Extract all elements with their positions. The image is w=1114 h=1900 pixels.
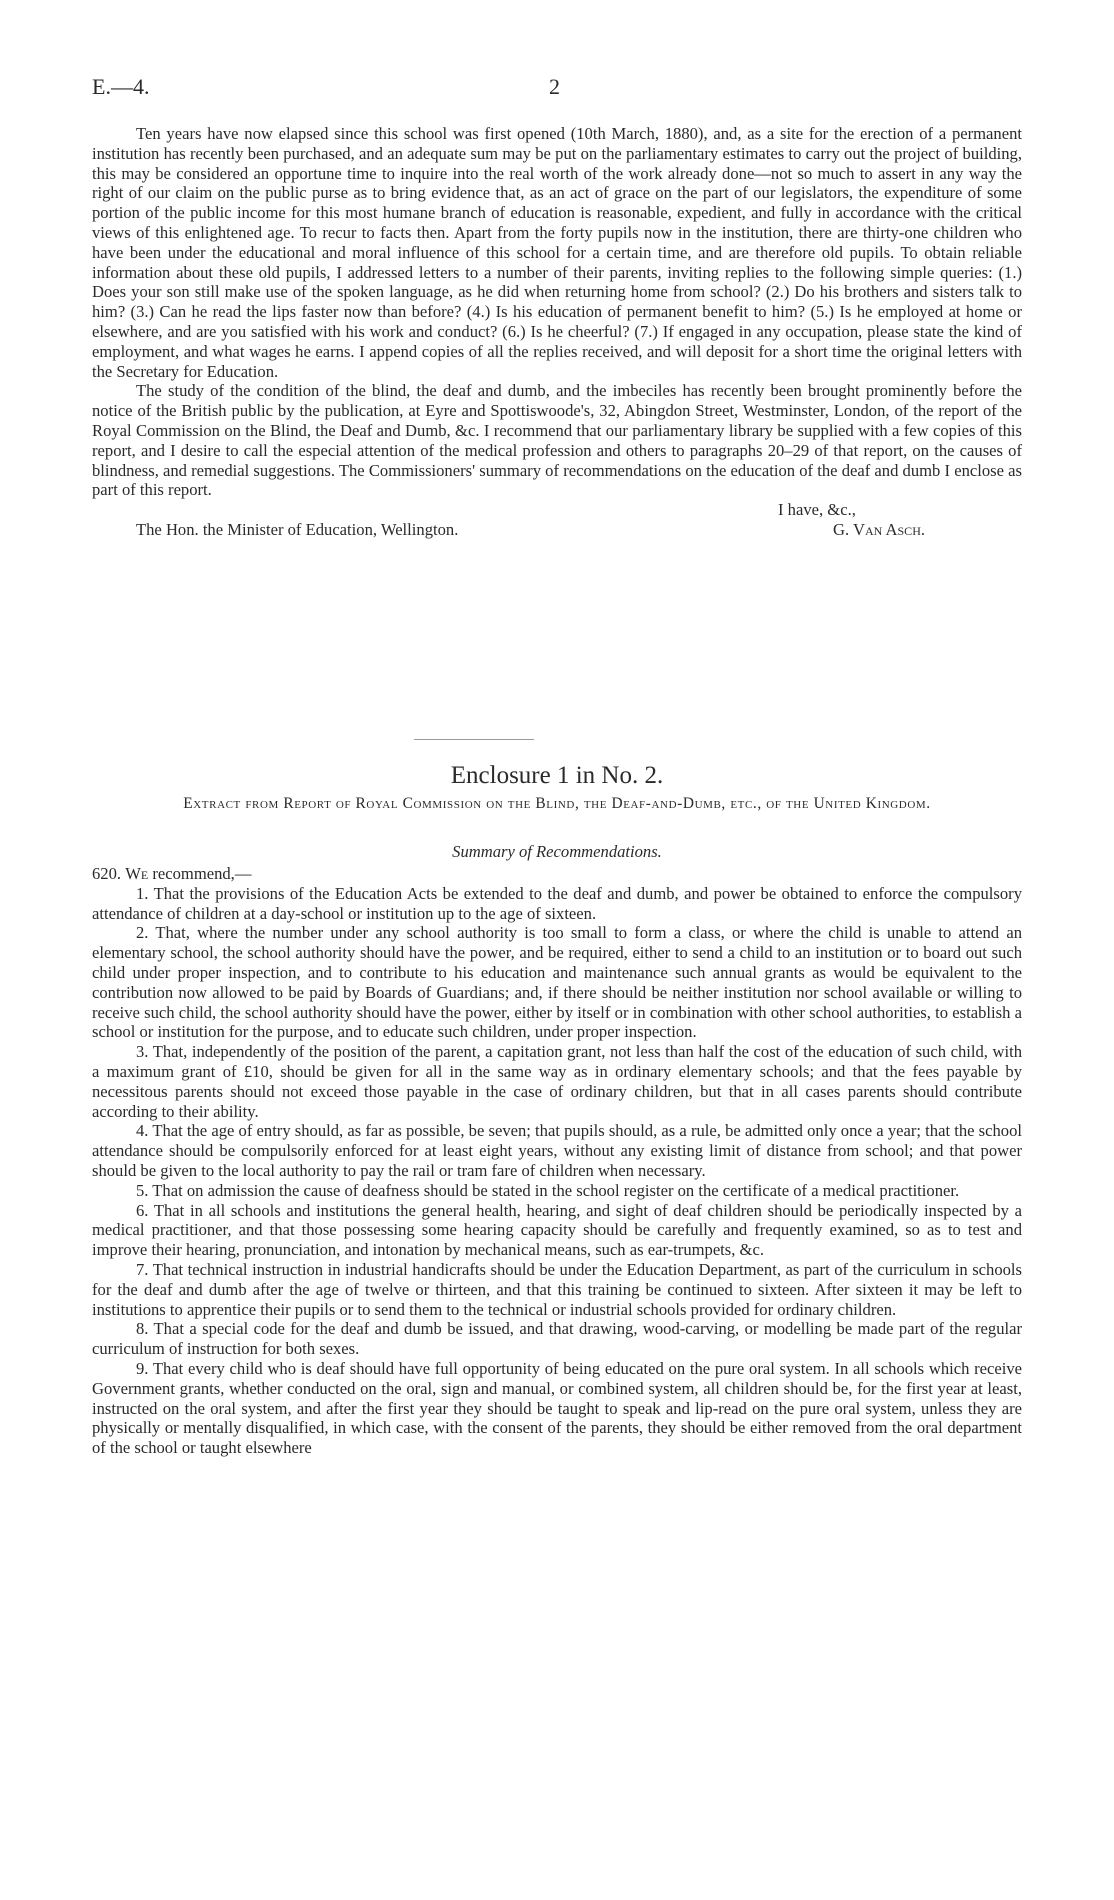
paragraph-number: 620. <box>92 864 122 883</box>
enclosure-title: Enclosure 1 in No. 2. <box>450 762 664 789</box>
letter-body <box>92 124 1022 540</box>
closing-salutation: I have, &c., <box>778 500 856 520</box>
document-reference: E.—4. <box>92 74 150 99</box>
summary-heading: Summary of Recommendations. <box>452 842 662 861</box>
recommendation-item: 2. That, where the number under any school authority is too small to form a class, or where the child is unable to attend an elementary school, the school authority should have the power, and be required, either to send a child to an institution or to board out such child under proper inspection, and to contribute to his education and maintenance such annual grants as would be equivalent to the contribution now allowed to be paid by Boards of Guardians; and, if there should be neither institution nor school available or willing to receive such child, the school authority should have the power, either by itself or in combination with other school authorities, to establish a school or institution for the purpose, and to educate such children, under proper inspection. <box>92 923 1022 1042</box>
recommendation-item: 7. That technical instruction in industrial handicrafts should be under the Education Department, as part of the curriculum in schools for the deaf and dumb after the age of twelve or thirteen, and that this training be continued to sixteen. After sixteen it may be left to institutions to apprentice their pupils or to send them to the technical or industrial schools provided for ordinary children. <box>92 1259 1022 1319</box>
recommendations-intro <box>92 864 1022 884</box>
recommendations <box>92 864 1022 1458</box>
page-number: 2 <box>549 74 560 99</box>
recommendation-item: 3. That, independently of the position of the parent, a capitation grant, not less than half the cost of the education of such child, with a maximum grant of £10, should be given for all in the same way as in ordinary elementary schools; and that the fees payable by necessitous parents should not exceed those payable in the case of ordinary children, but that in all cases parents should contribute according to their ability. <box>92 1042 1022 1121</box>
closing-row <box>92 500 1022 520</box>
letter-paragraph: Ten years have now elapsed since this school was first opened (10th March, 1880), and, as a site for the erection of a permanent institution has recently been purchased, and an adequate sum may be put on the parliamentary estimates to carry out the project of building, this may be considered an opportune time to inquire into the real worth of the work already done—not so much to assert in any way the right of our claim on the public purse as to bring evidence that, as an act of grace on the part of our legislators, the expenditure of some portion of the public income for this most humane branch of education is reasonable, expedient, and fully in accordance with the critical views of this enlightened age. To recur to facts then. Apart from the forty pupils now in the institution, there are thirty-one children who have been under the educational and moral influence of this school for a certain time, and are therefore old pupils. To obtain reliable information about these old pupils, I addressed letters to a number of their parents, inviting replies to the following simple queries: (1.) Does your son still make use of the spoken language, as he did when returning home from school? (2.) Do his brothers and sisters talk to him? (3.) Can he read the lips faster now than before? (4.) Is his education of permanent benefit to him? (5.) Is he employed at home or elsewhere, and are you satisfied with his work and conduct? (6.) Is he cheerful? (7.) If engaged in any occupation, please state the kind of employment, and what wages he earns. I append copies of all the replies received, and will deposit for a short time the original letters with the Secretary for Education. <box>92 124 1022 381</box>
recommendation-item: 5. That on admission the cause of deafness should be stated in the school register on the certificate of a medical practitioner. <box>136 1180 960 1200</box>
section-divider <box>414 739 534 740</box>
page-header <box>92 74 1022 102</box>
signature: G. Van Asch. <box>833 520 926 540</box>
extract-heading: Extract from Report of Royal Commission on the Blind, the Deaf-and-Dumb, etc., of the United Kingdom. <box>183 795 931 812</box>
recommendation-item: 4. That the age of entry should, as far as possible, be seven; that pupils should, as a rule, be admitted only once a year; that the school attendance should be compulsorily enforced for at least eight years, without any existing limit of distance from school; and that power should be given to the local authority to pay the rail or tram fare of children when necessary. <box>92 1121 1022 1180</box>
intro-word: We <box>125 864 149 883</box>
intro-text: recommend,— <box>152 864 252 883</box>
recommendation-item: 1. That the provisions of the Education Acts be extended to the deaf and dumb, and power be obtained to enforce the compulsory attendance of children at a day-school or institution up to the age of sixteen. <box>92 883 1022 923</box>
recommendation-item: 9. That every child who is deaf should have full opportunity of being educated on the pure oral system. In all schools which receive Government grants, whether conducted on the oral, sign and manual, or combined system, all children should be, for the first year at least, instructed on the oral system, and after the first year they should be taught to speak and lip-read on the pure oral system, unless they are physically or mentally disqualified, in which case, with the consent of the parents, they should be either removed from the oral department of the school or taught elsewhere <box>92 1358 1022 1458</box>
letter-paragraph: The study of the condition of the blind, the deaf and dumb, and the imbeciles has recently been brought prominently before the notice of the British public by the publication, at Eyre and Spottiswoode's, 32, Abingdon Street, Westminster, London, of the report of the Royal Commission on the Blind, the Deaf and Dumb, &c. I recommend that our parliamentary library be supplied with a few copies of this report, and I desire to call the especial attention of the medical profession and others to paragraphs 20–29 of that report, on the causes of blindness, and remedial suggestions. The Commissioners' summary of recommendations on the education of the deaf and dumb I enclose as part of this report. <box>92 381 1022 500</box>
recommendation-item: 6. That in all schools and institutions the general health, hearing, and sight of deaf children should be periodically inspected by a medical practitioner, and that those possessing some hearing capacity should be carefully and frequently examined, so as to test and improve their hearing, pronunciation, and intonation by mechanical means, such as ear-trumpets, &c. <box>92 1200 1022 1260</box>
addressee-row <box>92 520 1022 540</box>
addressee: The Hon. the Minister of Education, Wellington. <box>136 520 459 540</box>
recommendation-item: 8. That a special code for the deaf and dumb be issued, and that drawing, wood-carving, or modelling be made part of the regular curriculum of instruction for both sexes. <box>92 1319 1022 1359</box>
